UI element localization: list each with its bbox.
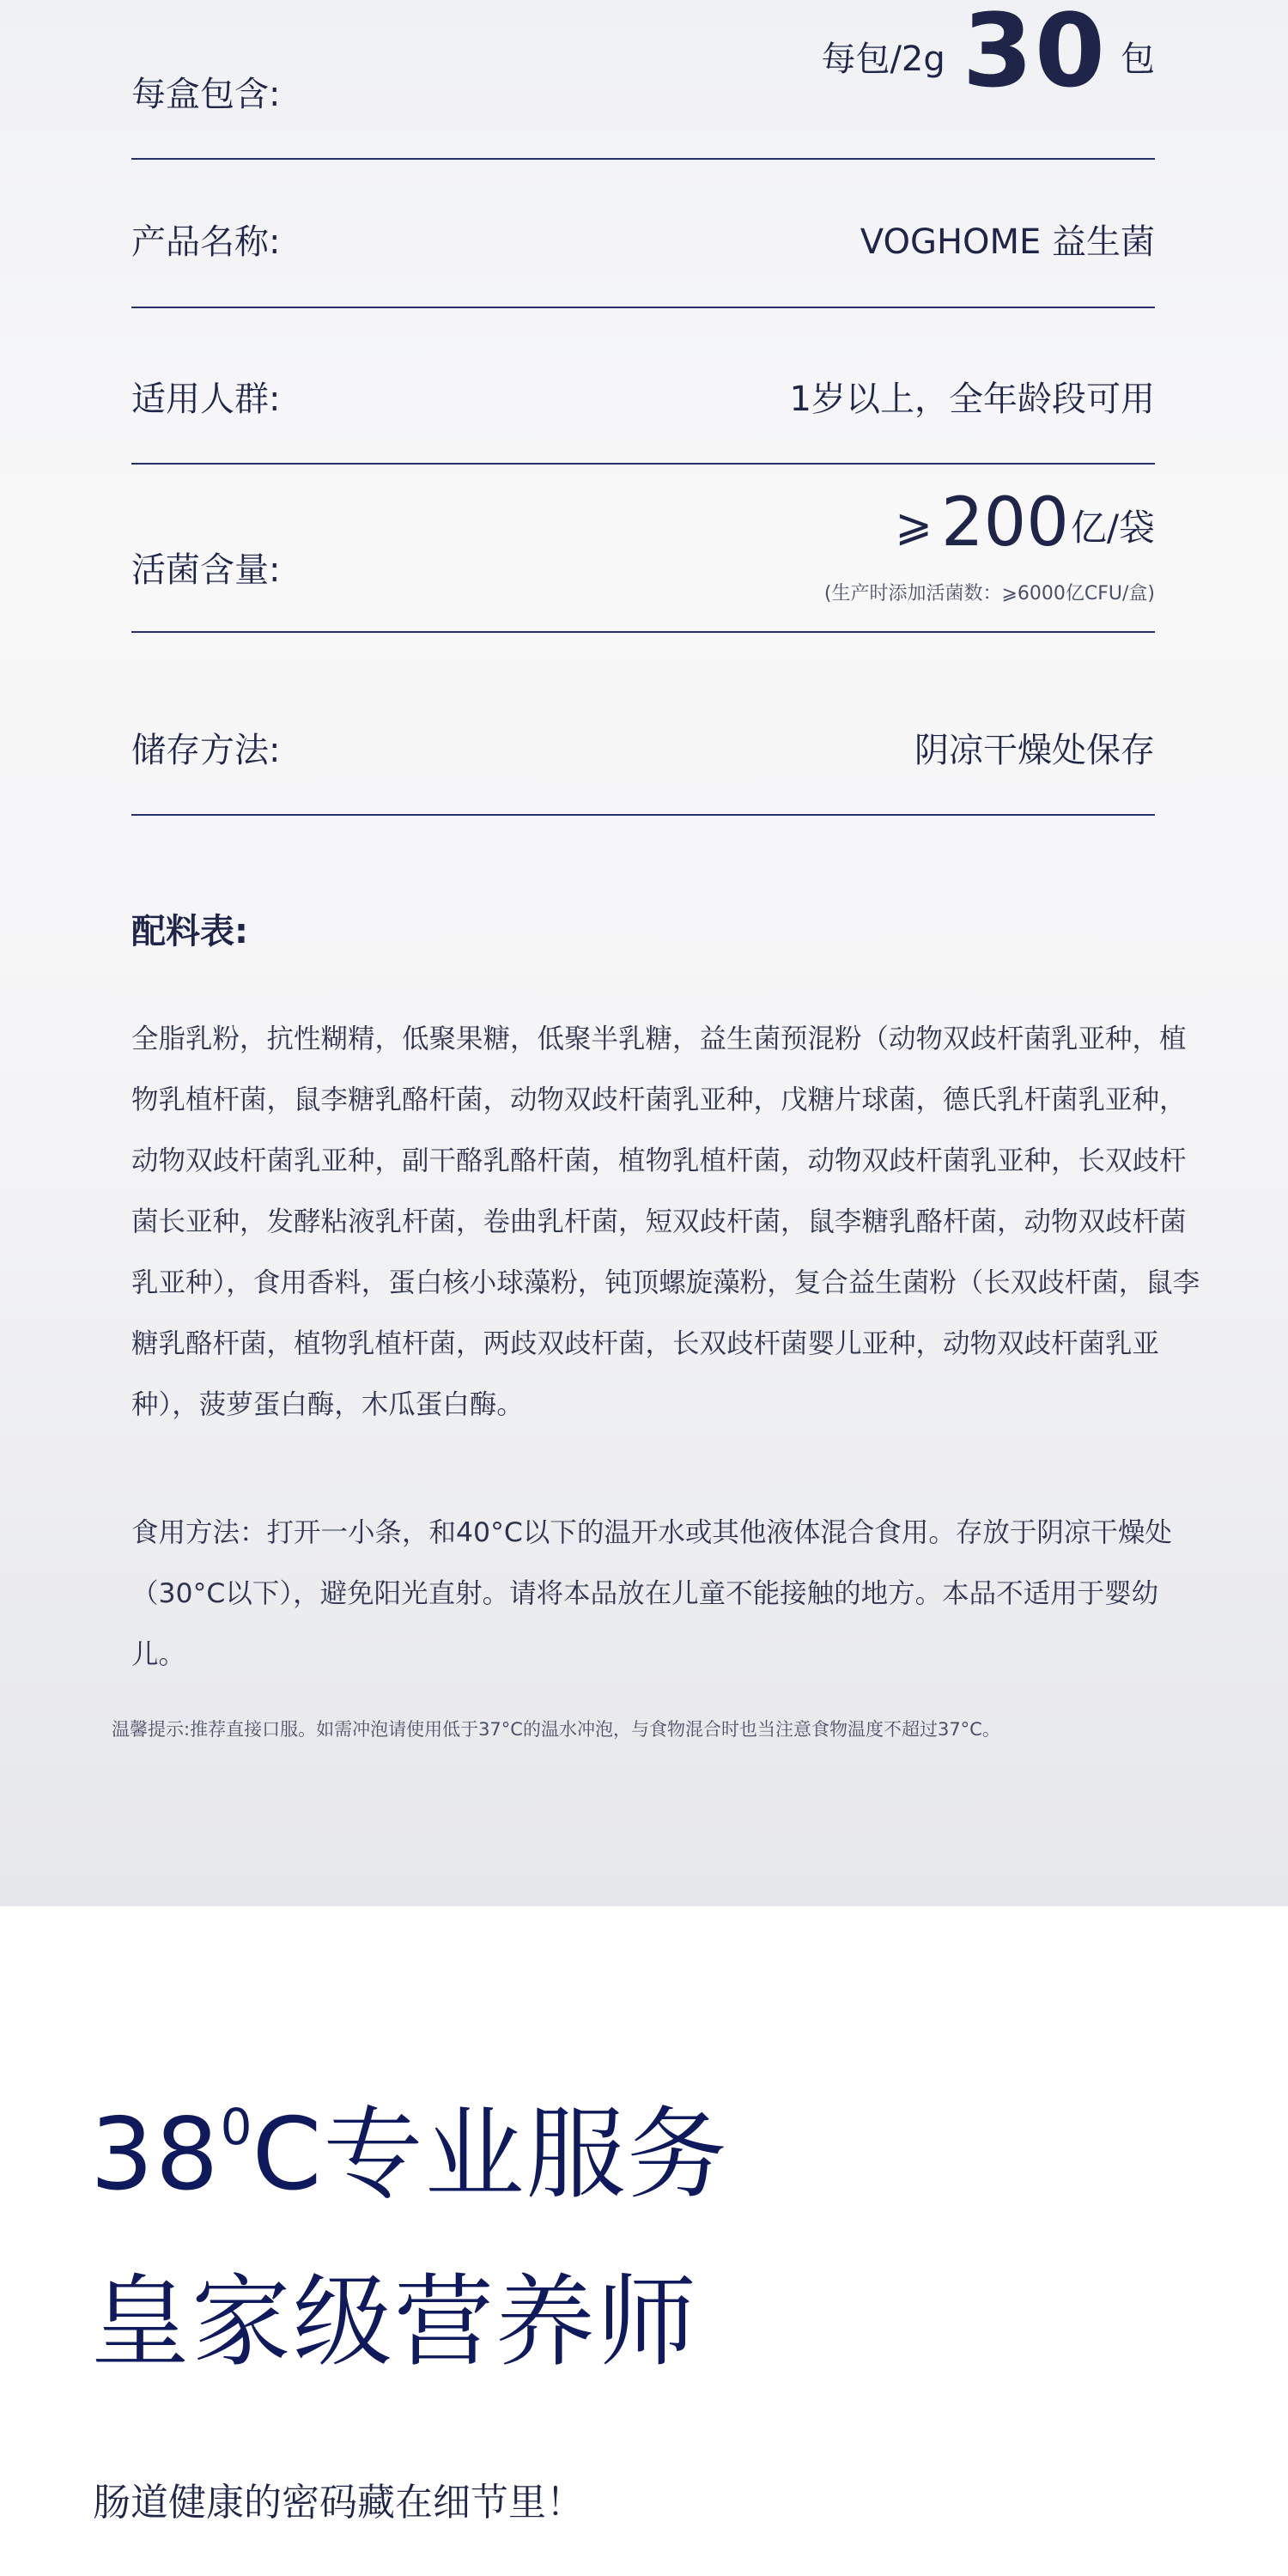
bacteria-unit: 亿/袋 (1070, 507, 1155, 549)
ingredients-heading: 配料表: (131, 912, 248, 951)
headline-service-text: C专业服务 (252, 2097, 729, 2213)
spec-value-product-name: VOGHOME 益生菌 (860, 222, 1155, 262)
spec-row-live-bacteria (131, 484, 1155, 618)
spec-row-count (131, 0, 1155, 129)
divider (131, 814, 1155, 816)
spec-label-storage: 储存方法: (131, 731, 281, 770)
temperature-number: 38 (90, 2097, 221, 2213)
spec-value-audience: 1岁以上，全年龄段可用 (789, 380, 1155, 419)
usage-instructions: 食用方法：打开一小条，和40°C以下的温开水或其他液体混合食用。存放于阴凉干燥处（30°C以下），避免阳光直射。请将本品放在儿童不能接触的地方。本品不适用于婴幼儿。 (131, 1517, 1172, 1670)
spec-label-product-name: 产品名称: (131, 222, 281, 262)
spec-label-live-bacteria: 活菌含量: (131, 550, 281, 590)
comparator-symbol: ⩾ (895, 500, 933, 551)
spec-row-audience (131, 308, 1155, 437)
spec-value-live-bacteria (895, 484, 1155, 562)
promo-tagline: 肠道健康的密码藏在细节里！ (93, 2481, 584, 2524)
divider (131, 463, 1155, 465)
spec-row-storage (131, 678, 1155, 807)
spec-label-count: 每盒包含: (131, 75, 281, 114)
spec-value-count (821, 0, 1155, 112)
promo-headline-line2: 皇家级营养师 (90, 2264, 698, 2380)
ingredients-text: 全脂乳粉，抗性糊精，低聚果糖，低聚半乳糖，益生菌预混粉（动物双歧杆菌乳亚种，植物乳植杆菌，鼠李糖乳酪杆菌，动物双歧杆菌乳亚种，戊糖片球菌，德氏乳杆菌乳亚种，动物双歧杆菌乳亚种，副干酪乳酪杆菌，植物乳植杆菌，动物双歧杆菌乳亚种，长双歧杆菌长亚种，发酵粘液乳杆菌，卷曲乳杆菌，短双歧杆菌，鼠李糖乳酪杆菌，动物双歧杆菌乳亚种），食用香料，蛋白核小球藻粉，钝顶螺旋藻粉，复合益生菌粉（长双歧杆菌，鼠李糖乳酪杆菌，植物乳植杆菌，两歧双歧杆菌，长双歧杆菌婴儿亚种，动物双歧杆菌乳亚种），菠萝蛋白酶，木瓜蛋白酶。 (131, 1024, 1200, 1420)
promo-section (0, 1906, 1288, 2576)
pack-count-number: 30 (962, 0, 1107, 110)
bacteria-amount: 200 (940, 484, 1069, 562)
per-pack-weight: 每包/2g (821, 39, 945, 79)
cfu-note: (生产时添加活菌数：⩾6000亿CFU/盒) (823, 583, 1155, 605)
promo-headline-line1 (90, 2097, 729, 2213)
divider (131, 631, 1155, 633)
spec-label-audience: 适用人群: (131, 380, 281, 419)
warm-tips: 温馨提示:推荐直接口服。如需冲泡请使用低于37°C的温水冲泡，与食物混合时也当注意食物温度不超过37°C。 (112, 1719, 1000, 1740)
degree-superscript: 0 (220, 2098, 252, 2156)
pack-count-unit: 包 (1121, 39, 1155, 79)
spec-value-storage: 阴凉干燥处保存 (914, 731, 1155, 770)
spec-row-product-name (131, 160, 1155, 289)
